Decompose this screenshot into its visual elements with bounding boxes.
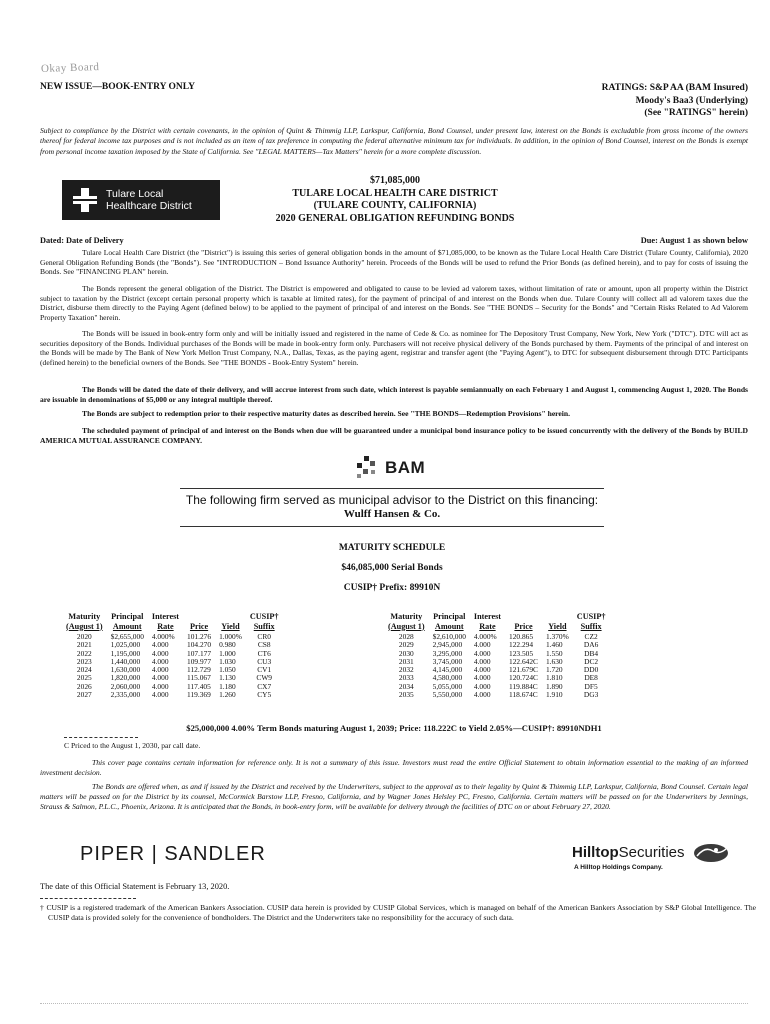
table-cell: DC2	[584, 656, 599, 666]
table-row	[62, 641, 283, 649]
table-cell: 4.000	[151, 648, 169, 658]
table-cell: CY5	[257, 690, 272, 700]
table-cell: DB4	[584, 648, 599, 658]
table-cell: 2034	[398, 681, 414, 691]
table-cell: DG3	[583, 690, 599, 700]
piper-sandler-logo: PIPER | SANDLER	[80, 843, 266, 865]
footnote-rule	[64, 737, 138, 738]
title-district: TULARE LOCAL HEALTH CARE DISTRICT	[292, 187, 498, 199]
advisor-block	[180, 493, 604, 521]
table-row	[384, 691, 609, 699]
column-header	[505, 612, 542, 633]
disclaimer-reference: This cover page contains certain information for reference only. It is not a summary of this issue. Investors must read the entire Official Statement to obtain information essential to the making of an informed investment decision.	[40, 758, 748, 778]
table-cell: 1.460	[545, 640, 563, 650]
table-cell: 4.000%	[151, 632, 175, 641]
table-cell: 2035	[398, 690, 414, 700]
table-cell: 118.674C	[509, 690, 538, 700]
column-header	[384, 612, 429, 633]
ratings-block	[602, 82, 748, 120]
table-header-row	[384, 612, 609, 633]
table-cell: 2032	[398, 665, 414, 675]
table-cell: 2030	[398, 648, 414, 658]
column-header	[215, 612, 246, 633]
table-cell: 104.270	[187, 640, 212, 650]
bam-mark-icon	[355, 455, 381, 481]
table-cell: 1.050	[219, 665, 236, 675]
table-row	[62, 691, 283, 699]
header-line: Price	[189, 621, 209, 631]
title-bonds: 2020 GENERAL OBLIGATION REFUNDING BONDS	[275, 212, 515, 224]
rating-line: (See "RATINGS" herein)	[644, 108, 748, 118]
dated-label: Dated: Date of Delivery	[40, 236, 124, 245]
hilltop-emblem-icon	[689, 842, 729, 864]
table-cell: 5,055,000	[432, 681, 463, 691]
advisor-line: The following firm served as municipal advisor to the District on this financing:	[185, 493, 599, 507]
logo-line: Tulare Local	[106, 188, 164, 200]
table-cell: 1,630,000	[110, 665, 141, 675]
table-cell: 4.000	[473, 673, 491, 683]
column-header	[246, 612, 283, 633]
table-row	[62, 674, 283, 682]
disclaimer-offering: The Bonds are offered when, as and if issued by the District and received by the Underwriters, subject to the approval as to their legality by Quint & Thimmig LLP, Larkspur, California, Bond Counsel. Certain legal matters will be passed on for the District by its counsel, McCormick Barstow LLP, Fresno, California, and by Wagner Jones Helsley PC, Fresno, California. Certain matters will be passed on for the Underwriters by Jennings, Strauss & Salmon, P.L.C., Phoenix, Arizona. It is anticipated that the Bonds, in book-entry form, will be available for delivery through the facilities of DTC on or about February 27, 2020.	[40, 782, 748, 812]
table-cell: 4.000	[151, 673, 169, 683]
table-cell: 4.000	[473, 640, 491, 650]
table-cell: 4.000	[473, 690, 491, 700]
table-header-row	[62, 612, 283, 633]
header-line: Suffix	[580, 621, 602, 631]
title-county: (TULARE COUNTY, CALIFORNIA)	[313, 200, 477, 212]
table-cell: 2,335,000	[110, 690, 141, 700]
table-cell: 3,745,000	[432, 656, 463, 666]
table-cell: 1,820,000	[110, 673, 141, 683]
priced-note: C Priced to the August 1, 2030, par call date.	[64, 741, 201, 750]
table-cell: 1,025,000	[110, 640, 141, 650]
header-line: (August 1)	[66, 621, 103, 631]
table-row	[384, 633, 609, 641]
due-label: Due: August 1 as shown below	[640, 236, 748, 245]
divider	[180, 488, 604, 489]
header-line: Price	[514, 621, 533, 631]
table-cell: CS8	[257, 640, 271, 650]
table-cell: 4.000	[151, 640, 169, 650]
paragraph-insurance: The scheduled payment of principal of and interest on the Bonds when due will be guaranteed under a municipal bond insurance policy to be issued concurrently with the delivery of the Bonds by BUILD AMERICA MUTUAL ASSURANCE COMPANY.	[40, 426, 748, 445]
table-cell: 119.369	[187, 690, 211, 700]
table-cell: 1.890	[545, 681, 563, 691]
table-cell: CZ2	[584, 632, 598, 641]
footnote-rule	[40, 898, 136, 899]
header-line: Yield	[548, 621, 567, 631]
table-cell: 2023	[76, 656, 92, 666]
column-header	[107, 612, 148, 633]
hilltop-rest: Securities	[618, 843, 685, 861]
table-cell: 0.980	[219, 640, 236, 650]
table-cell: DE8	[584, 673, 598, 683]
term-bonds: $25,000,000 4.00% Term Bonds maturing August 1, 2039; Price: 118.222C to Yield 2.05%—CUSIP†: 89910NDH1	[186, 723, 602, 733]
table-cell: 115.067	[187, 673, 211, 683]
table-cell: 2021	[76, 640, 92, 650]
official-statement-date: The date of this Official Statement is February 13, 2020.	[40, 882, 230, 891]
divider	[180, 526, 604, 527]
table-cell: 4.000	[473, 665, 491, 675]
column-header	[429, 612, 470, 633]
table-cell: 1.720	[545, 665, 563, 675]
paragraph-security: The Bonds represent the general obligation of the District. The District is empowered and obligated to cause to be levied ad valorem taxes, without limitation of rate or amount, upon all property within the District subject to taxation by the District (except certain personal property which is taxable at limited rates), for the payment of principal of and interest on the Bonds when due. Tulare County will collect all ad valorem taxes due the District, disburse them directly to the Paying Agent (defined below) to be applied to the payment of principal of and interest on the Bonds. See "THE BONDS – Security for the Bonds" and "Certain Risks Related to Ad Valorem Property Taxation" herein.	[40, 284, 748, 323]
table-cell: 107.177	[187, 648, 212, 658]
title-amount: $71,085,000	[370, 175, 420, 186]
table-cell: 4.000%	[473, 632, 497, 641]
table-row	[384, 674, 609, 682]
table-cell: 3,295,000	[432, 648, 463, 658]
table-cell: 1,195,000	[110, 648, 141, 658]
table-cell: 120.724C	[509, 673, 538, 683]
table-cell: 4,580,000	[432, 673, 463, 683]
table-cell: 1.180	[219, 681, 236, 691]
schedule-serial: $46,085,000 Serial Bonds	[341, 563, 443, 573]
header-line: Maturity	[390, 612, 423, 621]
table-cell: 4.000	[151, 690, 169, 700]
table-cell: 1.550	[545, 648, 563, 658]
cusip-footnote: † CUSIP is a registered trademark of the American Bankers Association. CUSIP data herein is provided by CUSIP Global Services, which is managed on behalf of the American Bankers Association by S&P Global Intelligence. The CUSIP data is provided solely for the convenience of bondholders. The District and the Underwriters take no responsibility for the accuracy of such data.	[40, 903, 756, 922]
table-cell: CX7	[257, 681, 272, 691]
table-cell: 1.130	[219, 673, 236, 683]
table-cell: 2025	[76, 673, 92, 683]
page-bottom-rule	[40, 1003, 748, 1005]
table-cell: 119.884C	[509, 681, 538, 691]
table-cell: 109.977	[187, 656, 212, 666]
hilltop-bold: Hilltop	[572, 843, 619, 861]
table-cell: DA6	[583, 640, 599, 650]
header-line: CUSIP†	[249, 612, 279, 621]
table-cell: 2029	[398, 640, 414, 650]
table-cell: 4.000	[151, 681, 169, 691]
schedule-prefix: CUSIP† Prefix: 89910N	[343, 583, 441, 593]
bam-wordmark: BAM	[385, 458, 426, 477]
hilltop-logo	[572, 842, 729, 871]
table-cell: CT6	[257, 648, 271, 658]
table-cell: 1.000%	[219, 632, 242, 641]
table-cell: 2,945,000	[432, 640, 463, 650]
header-line: Amount	[434, 621, 464, 631]
table-cell: 120.865	[509, 632, 534, 641]
table-cell: 122.642C	[509, 656, 538, 666]
table-cell: CU3	[257, 656, 272, 666]
stamp-text: Okay Board	[40, 60, 100, 76]
maturity-table-right	[384, 612, 609, 699]
table-cell: 1.260	[219, 690, 236, 700]
header-line: Principal	[433, 612, 466, 621]
table-cell: 122.294	[509, 640, 534, 650]
table-cell: 4.000	[473, 681, 491, 691]
logo-line: Healthcare District	[106, 200, 192, 212]
header-line: Amount	[112, 621, 142, 631]
header-line: Rate	[479, 621, 496, 631]
table-cell: 101.276	[187, 632, 212, 641]
table-cell: 4.000	[473, 648, 491, 658]
rating-line: Moody's Baa3 (Underlying)	[635, 95, 748, 106]
table-cell: 4.000	[473, 656, 491, 666]
header-line: Yield	[221, 621, 240, 631]
column-header	[573, 612, 610, 633]
paragraph-issuance: Tulare Local Health Care District (the "District") is issuing this series of general obligation bonds in the amount of $71,085,000, to be known as the Tulare Local Health Care District (Tulare County, California), 2020 General Obligation Refunding Bonds (the "Bonds"). See "INTRODUCTION – Bond Issuance Authority" herein. Proceeds of the Bonds will be used to refund the Prior Bonds (as defined herein), and to pay for costs of issuing the Bonds. See "FINANCING PLAN" herein.	[40, 248, 748, 277]
table-cell: CR0	[257, 632, 271, 641]
header-line: Interest	[151, 612, 180, 621]
table-cell: 117.405	[187, 681, 211, 691]
table-cell: CW9	[256, 673, 272, 683]
table-cell: 2020	[76, 632, 92, 641]
table-cell: 1.030	[219, 656, 236, 666]
table-row	[62, 666, 283, 674]
column-header	[542, 612, 573, 633]
column-header	[148, 612, 183, 633]
table-cell: 2033	[398, 673, 414, 683]
table-row	[384, 658, 609, 666]
table-cell: 2024	[76, 665, 92, 675]
table-cell: CV1	[257, 665, 272, 675]
table-cell: 112.729	[187, 665, 211, 675]
header-line: Interest	[473, 612, 502, 621]
column-header	[62, 612, 107, 633]
table-cell: DF5	[584, 681, 598, 691]
schedule-title: MATURITY SCHEDULE	[338, 543, 446, 553]
table-cell: 4,145,000	[432, 665, 463, 675]
table-row	[62, 633, 283, 641]
bam-logo	[355, 455, 425, 481]
table-row	[384, 683, 609, 691]
advisor-firm: Wulff Hansen & Co.	[343, 508, 441, 520]
table-cell: 2028	[398, 632, 414, 641]
table-cell: 2,060,000	[110, 681, 141, 691]
table-cell: 2022	[76, 648, 92, 658]
table-cell: $2,610,000	[432, 632, 466, 641]
table-cell: 1.810	[545, 673, 563, 683]
table-cell: 1.370%	[545, 632, 569, 641]
header-line: Principal	[111, 612, 144, 621]
table-row	[384, 666, 609, 674]
header-line: (August 1)	[388, 621, 425, 631]
table-cell: 121.679C	[509, 665, 538, 675]
header-line: CUSIP†	[576, 612, 606, 621]
rating-line: RATINGS: S&P AA (BAM Insured)	[601, 83, 748, 93]
table-cell: $2,655,000	[110, 632, 144, 641]
table-row	[62, 658, 283, 666]
table-cell: 1.630	[545, 656, 563, 666]
table-cell: 1.910	[545, 690, 563, 700]
maturity-table-left	[62, 612, 283, 699]
new-issue-label: NEW ISSUE—BOOK-ENTRY ONLY	[40, 82, 196, 92]
header-line: Suffix	[253, 621, 275, 631]
table-cell: 123.505	[509, 648, 534, 658]
table-cell: 2027	[76, 690, 92, 700]
paragraph-book-entry: The Bonds will be issued in book-entry form only and will be initially issued and registered in the name of Cede & Co. as nominee for The Depository Trust Company, New York, New York ("DTC"). DTC will act as securities depository of the Bonds. Individual purchases of the Bonds will be made in book-entry form only. Purchasers will not receive physical delivery of the Bonds purchased by them. Payments of the principal of and interest on the Bonds will be made by The Bank of New York Mellon Trust Company, N.A., Dallas, Texas, as the paying agent, registrar and transfer agent (the "Paying Agent"), to DTC for subsequent disbursement through DTC Participants (defined herein) to the beneficial owners of the Bonds. See "THE BONDS - Book-Entry System" herein.	[40, 329, 748, 368]
paragraph-dating: The Bonds will be dated the date of their delivery, and will accrue interest from such date, which interest is payable semiannually on each February 1 and August 1, commencing August 1, 2020. The Bonds are issuable in denominations of $5,000 or any integral multiple thereof.	[40, 385, 748, 404]
table-row	[384, 650, 609, 658]
bond-title	[180, 175, 610, 225]
table-cell: 4.000	[151, 665, 169, 675]
paragraph-redemption: The Bonds are subject to redemption prior to their respective maturity dates as described herein. See "THE BONDS—Redemption Provisions" herein.	[82, 409, 571, 418]
header-line: Maturity	[68, 612, 101, 621]
table-cell: 1.000	[219, 648, 236, 658]
medical-cross-icon	[70, 185, 100, 215]
table-cell: 4.000	[151, 656, 169, 666]
table-row	[384, 641, 609, 649]
table-cell: 1,440,000	[110, 656, 141, 666]
tax-opinion: Subject to compliance by the District with certain covenants, in the opinion of Quint & Thimmig LLP, Larkspur, California, Bond Counsel, under present law, interest on the Bonds is excludable from gross income of the owners thereof for federal income tax purposes and is not included as an item of tax preference in computing the federal alternative minimum tax for individuals. In addition, in the opinion of Bond Counsel, interest on the Bonds is exempt from personal income taxation imposed by the State of California. See "LEGAL MATTERS—Tax Matters" herein for a more complete discussion.	[40, 126, 748, 156]
table-cell: 5,550,000	[432, 690, 463, 700]
column-header	[183, 612, 215, 633]
table-cell: 2031	[398, 656, 414, 666]
table-cell: DD0	[583, 665, 599, 675]
column-header	[470, 612, 505, 633]
table-row	[62, 650, 283, 658]
header-line: Rate	[157, 621, 174, 631]
table-cell: 2026	[76, 681, 92, 691]
table-row	[62, 683, 283, 691]
hilltop-subtitle: A Hilltop Holdings Company.	[574, 864, 663, 871]
